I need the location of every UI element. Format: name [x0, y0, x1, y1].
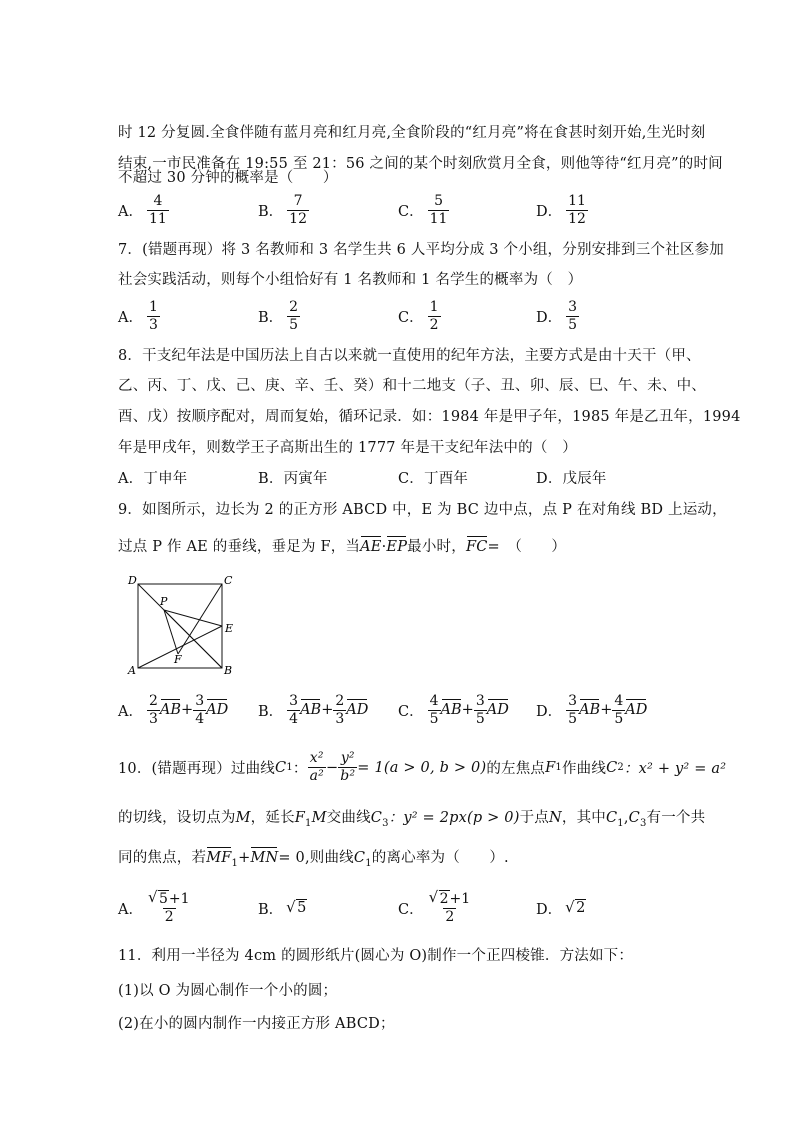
q10-option-d: D． √ 2	[536, 886, 586, 930]
q6-option-d: D． $\frac{11}{12}$	[536, 192, 586, 227]
q9-square-figure	[126, 572, 238, 676]
figure-label-a: A	[128, 664, 136, 676]
q9-option-c: C． $\frac{4}{5}$ AB + $\frac{3}{5}$ AD	[398, 692, 509, 727]
q7-line-1: 7．(错题再现）将 3 名教师和 3 名学生共 6 人平均分成 3 个小组，分别安排到三个社区参加	[118, 242, 724, 258]
q8-option-d: D．戊辰年	[536, 471, 607, 487]
figure-label-p: P	[160, 595, 168, 608]
figure-label-e: E	[225, 622, 234, 635]
q9-line-1: 9．如图所示，边长为 2 的正方形 ABCD 中，E 为 BC 边中点，点 P 在对角线 BD 上运动，	[118, 502, 727, 518]
figure-label-d: D	[128, 574, 137, 587]
q11-line-1: 11．利用一半径为 4cm 的圆形纸片(圆心为 O)制作一个正四棱锥．方法如下：	[118, 948, 634, 964]
q11-line-3: (2)在小的圆内制作一内接正方形 ABCD；	[118, 1016, 395, 1032]
q10-line-1: 10．(错题再现）过曲线 C 1 ： $\frac{\text{x²}}{\text{a²}}$ − $\frac{\text{y²}}{\text{b²}}$ = 1(a > 0, b > 0) 的左焦点 F 1 作曲线 C 2 ：x² + y² = a²	[118, 750, 727, 784]
q6-option-b: B． $\frac{7}{12}$	[258, 192, 307, 227]
q11-line-2: (1)以 O 为圆心制作一个小的圆；	[118, 983, 338, 999]
q7-line-2: 社会实践活动，则每个小组恰好有 1 名教师和 1 名学生的概率为（ ）	[118, 272, 583, 288]
q8-option-b: B．丙寅年	[258, 471, 328, 487]
q9-options	[118, 688, 678, 732]
q10-line-2: 的切线，设切点为M，延长$F_1M$交曲线$C_3$：y² = 2px(p > 0)于点N，其中$C_1,C_3$有一个共	[118, 810, 706, 829]
q7-options	[118, 294, 678, 338]
q8-option-a: A．丁申年	[118, 471, 188, 487]
q10-option-c: C． √ $\frac{2+1}{2}$	[398, 886, 472, 930]
q7-option-c: C． $\frac{1}{2}$	[398, 298, 439, 333]
q7-option-d: D． $\frac{3}{5}$	[536, 298, 578, 333]
figure-label-b: B	[224, 664, 233, 676]
q10-option-a: A． √ $\frac{5+1}{2}$	[118, 886, 192, 930]
q9-line-2: 过点 P 作 AE 的垂线，垂足为 F，当AE·EP最小时，FC= （ ）	[118, 539, 567, 555]
q6-line-1: 时 12 分复圆.全食伴随有蓝月亮和红月亮,全食阶段的“红月亮”将在食甚时刻开始,生光时刻	[118, 125, 706, 141]
figure-label-c: C	[224, 574, 233, 587]
q8-line-3: 酉、戊）按顺序配对，周而复始，循环记录．如：1984 年是甲子年，1985 年是乙丑年，1994	[118, 409, 741, 425]
q6-option-c: C． $\frac{5}{11}$	[398, 192, 448, 227]
q6-line-3: 不超过 30 分钟的概率是（ ）	[118, 170, 338, 186]
q8-line-1: 8．干支纪年法是中国历法上自古以来就一直使用的纪年方法，主要方式是由十天干（甲、	[118, 348, 701, 364]
q8-option-c: C．丁酉年	[398, 471, 469, 487]
q7-option-a: A． $\frac{1}{3}$	[118, 298, 158, 333]
q10-option-b: B． √ 5	[258, 886, 307, 930]
q9-option-d: D． $\frac{3}{5}$ AB + $\frac{4}{5}$ AD	[536, 692, 648, 727]
q9-option-a: A． $\frac{2}{3}$ AB + $\frac{3}{4}$ AD	[118, 692, 229, 727]
q7-option-b: B． $\frac{2}{5}$	[258, 298, 299, 333]
q9-option-b: B． $\frac{3}{4}$ AB + $\frac{2}{3}$ AD	[258, 692, 369, 727]
q6-options	[118, 188, 678, 232]
q6-line-2: 结束,一市民准备在 19:55 至 21：56 之间的某个时刻欣赏月全食，则他等待“红月亮”的时间	[118, 156, 723, 172]
q10-options	[118, 886, 678, 930]
q10-line-3: 同的焦点，若$MF_1+MN= 0$,则曲线$C_1$的离心率为（ ）.	[118, 850, 509, 869]
q6-option-a: A． $\frac{4}{11}$	[118, 192, 167, 227]
figure-label-f: F	[174, 653, 182, 666]
q8-line-2: 乙、丙、丁、戊、己、庚、辛、壬、癸）和十二地支（子、丑、卯、辰、巳、午、未、中、	[118, 378, 706, 394]
q8-line-4: 年是甲戌年，则数学王子高斯出生的 1777 年是干支纪年法中的（ ）	[118, 440, 577, 456]
